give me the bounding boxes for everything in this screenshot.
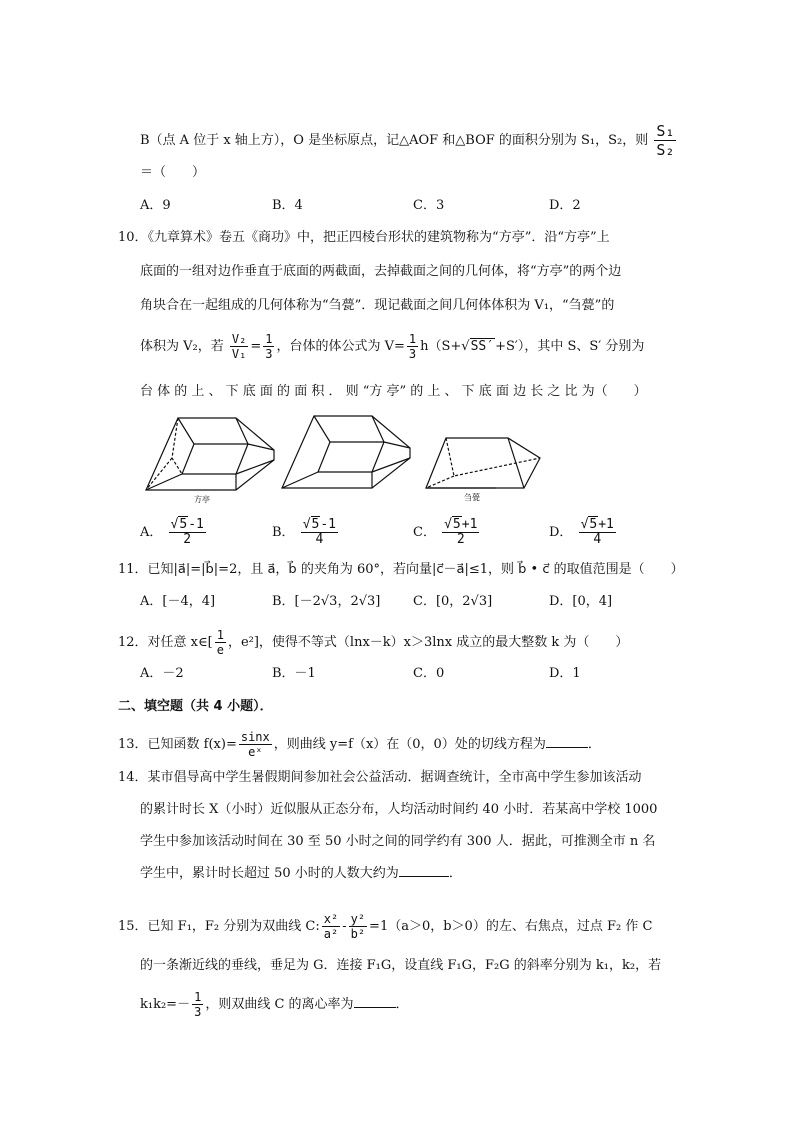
q10-option-c-frac (442, 518, 479, 547)
q15-frac-third-den: 3 (194, 1005, 202, 1019)
q15-frac-y (349, 912, 367, 941)
q10-option-d-rest: +1 (598, 517, 614, 532)
q13-text-a: 13．已知函数 f(x)= (118, 737, 237, 752)
q10-text-e: +S′），其中 S、S′ 分别为 (495, 339, 645, 354)
q14-line3: 学生中参加该活动时间在 30 至 50 小时之间的同学约有 300 人．据此，可推测全市 n 名 (140, 834, 656, 849)
q10-option-b (272, 518, 340, 547)
q15-text-a3: k₁k₂=－ (140, 997, 191, 1012)
section-heading: 二、填空题（共 4 小题）． (118, 699, 273, 714)
q10-option-a-frac (169, 518, 206, 547)
q10-option-a (140, 518, 208, 547)
q12-frac-den: e (216, 643, 224, 657)
q10-line1: 10．《九章算术》卷五《商功》中，把正四棱台形状的建筑物称为“方亭”．沿“方亭”上 (118, 230, 610, 245)
q10-option-b-sqrt: 5 (311, 517, 320, 532)
q10-line2: 底面的一组对边作垂直于底面的两截面，去掉截面之间的几何体，将“方亭”的两个边 (140, 264, 622, 279)
q12-option-a: A．－2 (140, 666, 184, 681)
q10-frac-third-den: 3 (265, 347, 273, 361)
q14-text: 学生中，累计时长超过 50 小时的人数大约为 (140, 866, 399, 881)
q15-text-b3: ，则双曲线 C 的离心率为 (205, 997, 354, 1012)
q10-line3: 角块合在一起组成的几何体称为“刍甍”．现记截面之间几何体体积为 V₁，“刍甍”的 (140, 298, 615, 313)
q10-option-a-sqrt: 5 (179, 517, 188, 532)
q12-option-d: D．1 (549, 666, 581, 681)
q12-frac (215, 628, 226, 657)
q10-option-a-den: 2 (183, 532, 192, 547)
q15-frac-x-num: x² (323, 912, 339, 926)
q15-frac-x (322, 912, 340, 941)
q9-option-d: D．2 (549, 198, 581, 213)
q10-line4: 体积为 V₂，若 $\frac{\text{V₂}}{\text{V₁}}$ = $\frac{1}{3}$ ，台体的体公式为 V= $\frac{1}{3}$ h（S+√SS′+S′），其中 S、S′ 分别为 (140, 332, 645, 361)
q10-option-b-rest: -1 (320, 517, 337, 532)
q15-minus: - (342, 919, 347, 934)
q10-option-d-sqrt: 5 (589, 517, 598, 532)
q13-frac (239, 730, 272, 759)
q15-answer-blank[interactable] (354, 995, 396, 1008)
q10-option-d-label: D． (549, 525, 573, 540)
q10-sqrt: SS′ (470, 339, 495, 354)
q13-text-b: ，则曲线 y=f（x）在（0，0）处的切线方程为 (273, 737, 546, 752)
q9-frac-num: S₁ (656, 122, 675, 140)
figure-fangting-cut (280, 414, 412, 498)
q10-frac-v (230, 332, 248, 361)
figure-fangting (144, 416, 276, 500)
q10-option-b-num: √5-1 (302, 517, 337, 532)
q10-frac-volume-den: 3 (408, 347, 417, 361)
q10-option-a-rest: -1 (188, 517, 204, 532)
q10-option-c (413, 518, 481, 547)
q9-line2: ＝（ ） (140, 165, 206, 180)
q10-text-c: ，台体的体公式为 V= (276, 339, 405, 354)
q10-frac-v-num: V₂ (231, 332, 247, 346)
q11-option-a: A．[－4，4] (140, 594, 216, 609)
q15-frac-third (192, 990, 203, 1019)
q9-text: B（点 A 位于 x 轴上方），O 是坐标原点，记△AOF 和△BOF 的面积分别为 S₁，S₂，则 (140, 133, 649, 148)
q10-option-b-den: 4 (315, 532, 324, 547)
q9-frac-den: S₂ (656, 141, 675, 159)
q15-line3 (140, 990, 409, 1019)
q13-line1 (118, 730, 601, 759)
q11-option-c: C．[0，2√3] (413, 594, 493, 609)
q10-option-d-frac (579, 518, 616, 547)
q9-line1 (140, 122, 678, 159)
q10-frac-volume-num: 1 (408, 332, 417, 346)
q15-frac-y-num: y² (350, 912, 366, 926)
q11-option-b: B．[－2√3，2√3] (272, 594, 381, 609)
q10-frac-third (263, 332, 274, 361)
q10-option-d-den: 4 (593, 532, 602, 547)
q10-option-c-rest: +1 (461, 517, 478, 532)
q12-text-a: 12．对任意 x∈[ (118, 635, 213, 650)
q10-option-a-num: √5-1 (170, 517, 204, 532)
q14-line2: 的累计时长 X（小时）近似服从正态分布，人均活动时间约 40 小时．若某高中学校 1000 (140, 802, 658, 817)
q10-option-d (549, 518, 618, 547)
q14-line1: 14．某市倡导高中学生暑假期间参加社会公益活动．据调查统计，全市高中学生参加该活动 (118, 770, 642, 785)
q9-option-b: B．4 (272, 198, 303, 213)
q11-option-d: D．[0，4] (549, 594, 613, 609)
figure-label-fangting: 方亭 (194, 495, 210, 504)
q15-frac-y-den: b² (350, 927, 366, 941)
q13-frac-num: sinx (240, 730, 270, 744)
q15-line1 (118, 912, 652, 941)
q9-option-c: C．3 (413, 198, 445, 213)
q9-fraction (654, 122, 676, 159)
q12-option-c: C．0 (413, 666, 445, 681)
figure-label-chumeng: 刍甍 (464, 493, 480, 502)
q10-text-a: 体积为 V₂，若 (140, 339, 224, 354)
q11-line1: 11．已知|a⃗|=|b⃗|=2，且 a⃗，b⃗ 的夹角为 60°，若向量|c⃗－a⃗|≤1，则 b⃗ • c⃗ 的取值范围是（ ） (118, 562, 684, 577)
q10-frac-volume (407, 332, 418, 361)
q10-option-a-label: A． (140, 525, 163, 540)
q14-line4 (140, 864, 462, 884)
q10-option-d-num: √5+1 (580, 517, 614, 532)
q15-frac-x-den: a² (323, 927, 339, 941)
q10-option-b-frac (301, 518, 338, 547)
q15-line2: 的一条渐近线的垂线，垂足为 G．连接 F₁G，设直线 F₁G，F₂G 的斜率分别为 k₁，k₂，若 (140, 958, 662, 973)
q15-frac-third-num: 1 (194, 990, 202, 1004)
q9-option-a: A．9 (140, 198, 171, 213)
q10-frac-v-den: V₁ (231, 347, 247, 361)
q10-text-d: h（S+ (420, 339, 462, 354)
q12-text-b: ，e²]，使得不等式（lnx－k）x＞3lnx 成立的最大整数 k 为（ ） (227, 635, 629, 650)
q13-end: ． (587, 737, 601, 752)
q14-end: ． (448, 866, 462, 881)
q10-option-b-label: B． (272, 525, 295, 540)
q10-option-c-label: C． (413, 525, 436, 540)
q10-equals: = (250, 339, 262, 354)
q10-option-c-den: 2 (456, 532, 465, 547)
q10-line5: 台 体 的 上 、 下 底 面 的 面 积 ． 则 “方 亭” 的 上 、 下 底 面 边 长 之 比 为（ ） (140, 384, 647, 399)
q13-answer-blank[interactable] (546, 735, 588, 748)
q12-line1 (118, 628, 628, 657)
q10-frac-third-num: 1 (265, 332, 273, 346)
figure-chumeng (424, 436, 542, 496)
q15-end: ． (395, 997, 409, 1012)
q13-frac-den: eˣ (248, 745, 263, 759)
q14-answer-blank[interactable] (399, 864, 449, 877)
q10-option-c-num: √5+1 (444, 517, 478, 532)
q12-frac-num: 1 (216, 628, 224, 642)
q12-option-b: B．－1 (272, 666, 316, 681)
q15-text-c: =1（a＞0，b＞0）的左、右焦点，过点 F₂ 作 C (369, 919, 653, 934)
q10-option-c-sqrt: 5 (452, 517, 461, 532)
q15-text-a: 15．已知 F₁，F₂ 分别为双曲线 C: (118, 919, 320, 934)
